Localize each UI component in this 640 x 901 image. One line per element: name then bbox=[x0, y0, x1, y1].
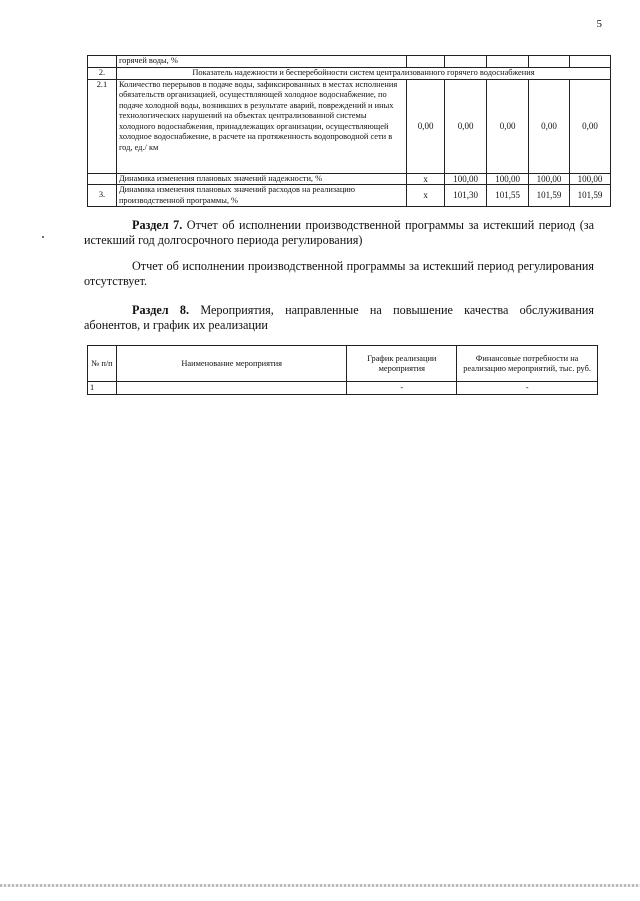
section7-body: Отчет об исполнении производственной программы за истекший период регулирования отсутствует. bbox=[84, 259, 594, 288]
section8-label: Раздел 8. bbox=[132, 303, 190, 317]
table-row bbox=[88, 185, 611, 207]
column-header: № п/п bbox=[88, 346, 117, 382]
value-cell: 101,59 bbox=[529, 185, 570, 207]
value-cell: 0,00 bbox=[570, 79, 611, 173]
value-cell: х bbox=[407, 173, 445, 185]
table-row bbox=[88, 79, 611, 173]
value-cell: 0,00 bbox=[487, 79, 529, 173]
section7-title: Отчет об исполнении производственной программы за истекший период (за истекший год долгосрочного периода регулирования) bbox=[84, 218, 594, 247]
scan-speck bbox=[42, 236, 44, 238]
value-cell: 101,59 bbox=[570, 185, 611, 207]
measures-table bbox=[87, 345, 598, 395]
section8-title: Мероприятия, направленные на повышение качества обслуживания абонентов, и график их реализации bbox=[84, 303, 594, 332]
indicator-name: Количество перерывов в подаче воды, зафиксированных в местах исполнения обязательств организацией, осуществляющей холодное водоснабжение, по подаче холодной воды, возникших в результате аварий, повреждений и иных технологических нарушений на объектах централизованной системы холодного водоснабжения, принадлежащих организации, осуществляющей холодное водоснабжение, в расчете на протяженность водопроводной сети в год, ед./ км bbox=[116, 79, 406, 173]
row-number: 2.1 bbox=[88, 79, 117, 173]
table-cell: - bbox=[347, 382, 457, 395]
table-row bbox=[88, 173, 611, 185]
column-header: Финансовые потребности на реализацию мероприятий, тыс. руб. bbox=[457, 346, 598, 382]
value-cell: 100,00 bbox=[570, 173, 611, 185]
indicator-name: Динамика изменения плановых значений расходов на реализацию производственной программы, % bbox=[116, 185, 406, 207]
value-cell: 0,00 bbox=[407, 79, 445, 173]
value-cell: х bbox=[407, 185, 445, 207]
page-number: 5 bbox=[596, 18, 602, 30]
table-row bbox=[88, 68, 611, 80]
table-header-row bbox=[88, 346, 598, 382]
value-cell: 100,00 bbox=[487, 173, 529, 185]
indicator-name: Динамика изменения плановых значений надежности, % bbox=[116, 173, 406, 185]
section-heading: Показатель надежности и бесперебойности систем централизованного горячего водоснабжения bbox=[116, 68, 610, 80]
column-header: Наименование мероприятия bbox=[116, 346, 346, 382]
section7-heading bbox=[84, 218, 594, 248]
value-cell: 0,00 bbox=[445, 79, 487, 173]
value-cell: 101,55 bbox=[487, 185, 529, 207]
section7-label: Раздел 7. bbox=[132, 218, 183, 232]
table-cell bbox=[116, 382, 346, 395]
value-cell: 100,00 bbox=[445, 173, 487, 185]
row-number: 2. bbox=[88, 68, 117, 80]
value-cell: 0,00 bbox=[529, 79, 570, 173]
column-header: График реализации мероприятия bbox=[347, 346, 457, 382]
table-cell: - bbox=[457, 382, 598, 395]
table-cell: 1 bbox=[88, 382, 117, 395]
value-cell: 101,30 bbox=[445, 185, 487, 207]
indicator-name: горячей воды, % bbox=[116, 56, 406, 68]
table-row bbox=[88, 56, 611, 68]
table-row bbox=[88, 382, 598, 395]
section8-heading bbox=[84, 303, 594, 333]
scan-edge bbox=[0, 884, 640, 887]
indicators-table bbox=[87, 55, 611, 207]
row-number: 3. bbox=[88, 185, 117, 207]
value-cell: 100,00 bbox=[529, 173, 570, 185]
